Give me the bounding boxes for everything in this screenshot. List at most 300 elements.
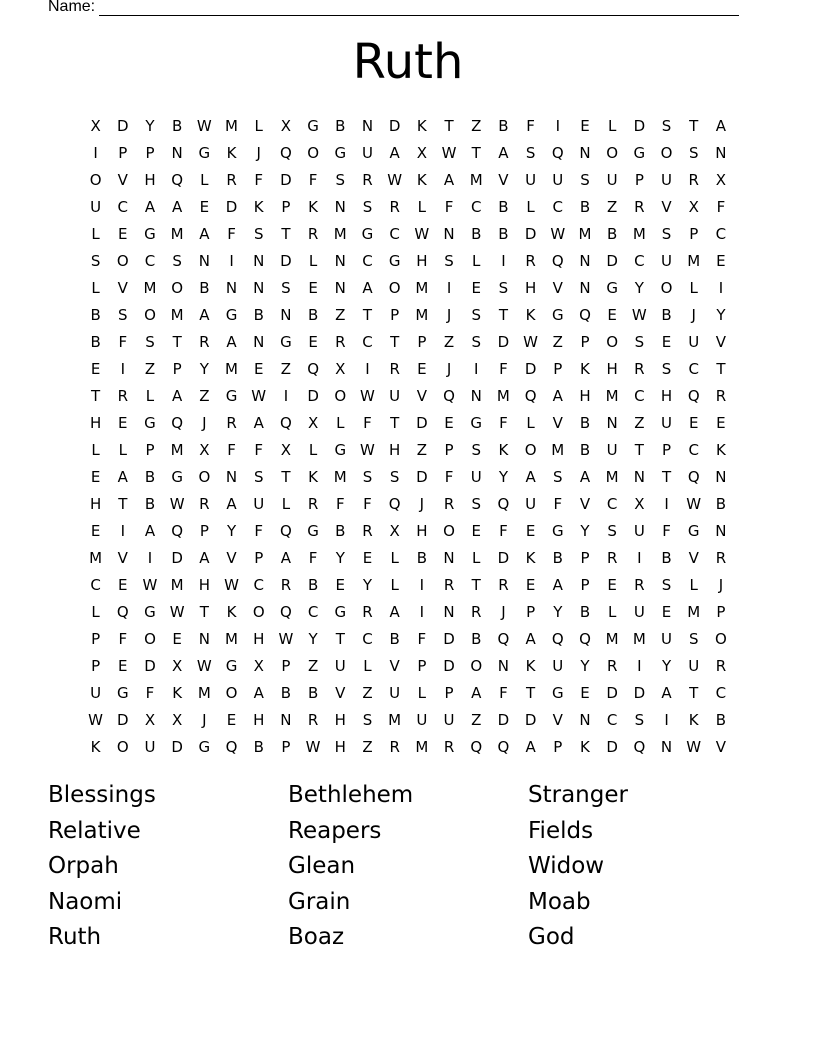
grid-letter: E [661, 602, 672, 621]
grid-letter: A [144, 197, 156, 216]
grid-letter: W [142, 575, 158, 594]
grid-letter: X [144, 710, 156, 729]
grid-letter: V [552, 278, 563, 297]
grid-letter: U [253, 494, 265, 513]
grid-letter: B [199, 278, 210, 297]
grid-letter: B [144, 467, 156, 486]
grid-letter: B [607, 224, 618, 243]
grid-letter: R [715, 386, 727, 405]
grid-letter: P [281, 737, 291, 756]
grid-letter: R [443, 737, 455, 756]
grid-row [82, 139, 735, 166]
grid-row [82, 112, 735, 139]
grid-letter: M [197, 683, 211, 702]
grid-letter: F [118, 629, 128, 648]
grid-letter: X [172, 656, 183, 675]
grid-letter: Q [280, 521, 292, 540]
grid-letter: X [715, 170, 727, 189]
grid-letter: U [525, 170, 537, 189]
word-list-item: Widow [528, 853, 605, 879]
grid-letter: A [579, 467, 591, 486]
grid-letter: Y [553, 602, 563, 621]
word-list-item: Stranger [528, 782, 628, 808]
grid-letter: E [362, 548, 373, 567]
grid-letter: N [470, 386, 482, 405]
grid-letter: I [474, 359, 479, 378]
grid-letter: D [416, 413, 428, 432]
word-list-item: Bethlehem [288, 782, 414, 808]
grid-letter: W [278, 629, 294, 648]
grid-letter: U [688, 332, 700, 351]
grid-letter: D [416, 467, 428, 486]
grid-letter: B [471, 629, 482, 648]
grid-letter: G [388, 251, 401, 270]
grid-letter: R [715, 548, 727, 567]
grid-letter: H [416, 251, 428, 270]
grid-letter: C [688, 359, 699, 378]
grid-letter: R [362, 170, 373, 189]
grid-letter: W [169, 494, 185, 513]
grid-letter: T [335, 629, 345, 648]
grid-letter: F [526, 116, 535, 135]
grid-letter: V [579, 494, 591, 513]
word-column-1 [48, 778, 156, 956]
grid-letter: D [606, 251, 618, 270]
grid-row [82, 436, 735, 463]
grid-letter: F [716, 197, 726, 216]
grid-letter: A [253, 683, 264, 702]
grid-letter: U [525, 494, 537, 513]
grid-letter: P [172, 359, 182, 378]
grid-letter: P [444, 440, 454, 459]
grid-letter: N [280, 305, 292, 324]
grid-letter: F [444, 467, 454, 486]
grid-letter: K [308, 467, 319, 486]
grid-letter: S [281, 278, 291, 297]
grid-letter: M [415, 737, 429, 756]
grid-letter: E [580, 116, 590, 135]
grid-letter: W [360, 440, 375, 459]
grid-letter: D [497, 548, 510, 567]
grid-letter: X [307, 413, 319, 432]
grid-letter: T [471, 143, 481, 162]
grid-letter: J [202, 710, 207, 729]
grid-letter: S [661, 575, 672, 594]
grid-letter: D [524, 359, 537, 378]
grid-letter: R [634, 575, 645, 594]
grid-letter: U [661, 170, 673, 189]
grid-letter: Q [551, 251, 564, 270]
grid-letter: N [334, 278, 346, 297]
grid-letter: R [362, 521, 373, 540]
grid-letter: M [170, 224, 184, 243]
grid-letter: O [116, 251, 129, 270]
grid-letter: T [444, 116, 454, 135]
grid-letter: C [552, 197, 564, 216]
grid-letter: D [606, 737, 618, 756]
grid-letter: G [144, 602, 156, 621]
grid-letter: N [443, 548, 455, 567]
grid-letter: W [441, 143, 457, 162]
grid-letter: R [525, 251, 536, 270]
grid-letter: A [280, 548, 292, 567]
grid-row [82, 490, 735, 517]
grid-letter: H [253, 710, 265, 729]
grid-letter: F [335, 494, 345, 513]
grid-letter: S [90, 251, 101, 270]
grid-letter: G [144, 224, 156, 243]
grid-letter: F [499, 683, 508, 702]
grid-letter: D [144, 656, 156, 675]
grid-letter: B [552, 548, 563, 567]
grid-letter: Q [579, 305, 591, 324]
grid-letter: R [498, 575, 509, 594]
grid-letter: T [526, 683, 536, 702]
grid-letter: R [443, 494, 455, 513]
word-list-item: Reapers [288, 817, 382, 844]
grid-letter: S [688, 143, 699, 162]
word-list-item: Glean [288, 853, 356, 879]
grid-letter: Z [634, 413, 645, 432]
grid-letter: W [196, 116, 212, 135]
grid-letter: E [580, 683, 590, 702]
grid-letter: A [144, 521, 156, 540]
grid-letter: S [172, 251, 182, 270]
grid-letter: C [362, 251, 373, 270]
grid-letter: L [689, 278, 698, 297]
grid-letter: B [280, 683, 292, 702]
grid-letter: Q [497, 737, 510, 756]
grid-letter: S [253, 224, 264, 243]
grid-row [82, 544, 735, 571]
grid-letter: E [172, 629, 182, 648]
grid-letter: S [362, 710, 373, 729]
grid-letter: W [224, 575, 239, 594]
grid-letter: X [199, 440, 210, 459]
grid-letter: R [335, 332, 346, 351]
grid-letter: S [688, 629, 699, 648]
grid-letter: O [198, 467, 211, 486]
grid-row [82, 733, 735, 760]
grid-letter: C [117, 197, 129, 216]
word-list-item: Naomi [48, 888, 123, 915]
grid-letter: A [525, 629, 536, 648]
grid-letter: T [390, 332, 400, 351]
grid-letter: Q [497, 629, 510, 648]
grid-letter: K [525, 656, 536, 675]
grid-letter: Z [280, 359, 292, 378]
grid-letter: L [91, 224, 100, 243]
grid-letter: T [281, 467, 291, 486]
grid-letter: T [281, 224, 291, 243]
grid-letter: P [118, 143, 128, 162]
grid-letter: Y [661, 656, 672, 675]
word-column-3 [528, 778, 628, 956]
grid-letter: C [606, 494, 618, 513]
grid-letter: S [145, 332, 155, 351]
grid-letter: I [664, 710, 669, 729]
grid-letter: Z [307, 656, 319, 675]
grid-letter: N [225, 278, 238, 297]
grid-letter: W [414, 224, 430, 243]
grid-letter: N [715, 467, 727, 486]
grid-letter: R [226, 413, 237, 432]
grid-letter: M [687, 602, 701, 621]
grid-letter: R [634, 359, 645, 378]
grid-letter: N [361, 116, 374, 135]
grid-letter: D [443, 629, 455, 648]
grid-letter: V [117, 170, 128, 189]
grid-letter: L [200, 170, 209, 189]
grid-letter: D [117, 710, 129, 729]
grid-letter: A [172, 386, 183, 405]
grid-letter: N [171, 143, 183, 162]
grid-letter: F [662, 521, 671, 540]
grid-letter: L [145, 386, 155, 405]
grid-letter: B [471, 224, 482, 243]
grid-letter: R [307, 494, 319, 513]
grid-row [82, 409, 735, 436]
grid-letter: Y [498, 467, 508, 486]
grid-letter: J [718, 575, 724, 594]
name-field [48, 0, 739, 16]
grid-letter: O [606, 332, 619, 351]
grid-letter: B [90, 305, 101, 324]
grid-letter: L [118, 440, 127, 459]
grid-row [82, 166, 735, 193]
grid-letter: I [718, 278, 724, 297]
grid-letter: A [525, 467, 536, 486]
grid-letter: A [389, 602, 400, 621]
grid-letter: E [661, 332, 672, 351]
grid-letter: M [632, 224, 646, 243]
grid-letter: K [308, 197, 319, 216]
grid-letter: G [171, 467, 183, 486]
grid-letter: L [472, 548, 481, 567]
grid-letter: X [335, 359, 346, 378]
grid-letter: E [525, 521, 536, 540]
grid-letter: I [120, 359, 125, 378]
grid-letter: E [118, 575, 128, 594]
grid-letter: S [553, 467, 563, 486]
word-list-item: Relative [48, 817, 141, 844]
grid-letter: Y [199, 359, 209, 378]
grid-row [82, 625, 735, 652]
grid-letter: A [172, 197, 183, 216]
grid-letter: M [496, 386, 510, 405]
page-title: Ruth [352, 34, 464, 90]
grid-letter: K [226, 602, 237, 621]
letter-grid [82, 112, 735, 760]
grid-letter: D [280, 170, 292, 189]
grid-letter: B [579, 413, 591, 432]
grid-letter: Q [687, 386, 700, 405]
grid-letter: N [579, 143, 591, 162]
grid-letter: P [553, 359, 563, 378]
grid-letter: Q [388, 494, 401, 513]
grid-row [82, 247, 735, 274]
grid-letter: R [307, 710, 319, 729]
grid-row [82, 517, 735, 544]
grid-letter: R [280, 575, 292, 594]
grid-letter: S [498, 278, 509, 297]
grid-letter: N [715, 143, 727, 162]
grid-letter: A [117, 467, 128, 486]
grid-letter: L [308, 440, 318, 459]
grid-letter: H [89, 413, 102, 432]
grid-letter: V [117, 278, 128, 297]
grid-letter: F [254, 170, 264, 189]
grid-letter: Z [199, 386, 210, 405]
grid-letter: N [198, 629, 210, 648]
grid-letter: L [607, 602, 617, 621]
grid-letter: V [715, 332, 727, 351]
grid-letter: F [227, 224, 236, 243]
grid-letter: O [715, 629, 727, 648]
grid-letter: P [281, 197, 291, 216]
grid-letter: Z [607, 197, 618, 216]
grid-letter: Y [308, 629, 318, 648]
grid-letter: P [145, 143, 155, 162]
grid-letter: I [229, 251, 234, 270]
grid-letter: Z [471, 710, 482, 729]
grid-letter: P [444, 683, 454, 702]
grid-letter: L [390, 575, 399, 594]
grid-letter: N [225, 467, 238, 486]
grid-letter: O [225, 683, 238, 702]
grid-letter: X [172, 710, 183, 729]
grid-letter: T [362, 305, 373, 324]
grid-letter: M [687, 251, 701, 270]
grid-letter: G [116, 683, 129, 702]
grid-letter: V [688, 548, 699, 567]
grid-letter: G [307, 521, 319, 540]
grid-letter: V [552, 710, 563, 729]
grid-letter: L [526, 197, 535, 216]
grid-letter: R [199, 332, 210, 351]
grid-letter: X [253, 656, 264, 675]
grid-letter: A [498, 143, 509, 162]
grid-letter: N [334, 251, 346, 270]
grid-letter: D [280, 251, 292, 270]
grid-letter: U [606, 440, 618, 459]
grid-letter: G [225, 305, 238, 324]
grid-letter: Y [580, 521, 590, 540]
grid-letter: A [362, 278, 373, 297]
grid-letter: D [443, 656, 455, 675]
grid-letter: C [470, 197, 482, 216]
grid-row [82, 598, 735, 625]
grid-letter: N [334, 197, 346, 216]
grid-letter: W [360, 386, 375, 405]
grid-letter: P [553, 737, 563, 756]
grid-letter: E [335, 575, 346, 594]
grid-letter: T [172, 332, 182, 351]
grid-letter: Q [551, 629, 564, 648]
grid-letter: L [390, 548, 399, 567]
grid-letter: B [307, 683, 319, 702]
grid-letter: R [199, 494, 210, 513]
grid-letter: S [471, 305, 481, 324]
grid-letter: I [637, 656, 642, 675]
grid-letter: M [551, 440, 565, 459]
grid-letter: W [631, 305, 647, 324]
grid-letter: B [661, 548, 672, 567]
grid-letter: W [88, 710, 104, 729]
grid-letter: P [689, 224, 699, 243]
grid-letter: K [580, 359, 590, 378]
grid-letter: G [551, 521, 564, 540]
grid-letter: C [688, 440, 699, 459]
grid-letter: S [471, 332, 481, 351]
grid-letter: U [661, 413, 673, 432]
grid-letter: R [389, 737, 400, 756]
grid-letter: R [443, 575, 455, 594]
grid-letter: O [89, 170, 102, 189]
name-line [99, 1, 739, 16]
grid-letter: A [525, 737, 536, 756]
grid-letter: U [470, 467, 482, 486]
grid-letter: F [254, 440, 264, 459]
grid-letter: C [715, 224, 727, 243]
grid-letter: N [715, 521, 727, 540]
grid-letter: B [579, 440, 591, 459]
grid-letter: S [389, 467, 400, 486]
grid-letter: Q [171, 413, 184, 432]
grid-letter: K [172, 683, 183, 702]
grid-letter: S [362, 467, 373, 486]
grid-letter: D [633, 116, 646, 135]
grid-letter: E [607, 575, 617, 594]
grid-letter: S [525, 143, 536, 162]
grid-letter: Z [416, 440, 427, 459]
grid-letter: M [415, 278, 429, 297]
grid-letter: I [93, 143, 98, 162]
grid-letter: M [605, 386, 619, 405]
grid-letter: D [171, 737, 183, 756]
grid-letter: E [308, 278, 318, 297]
grid-letter: C [307, 602, 319, 621]
grid-letter: L [417, 197, 427, 216]
grid-letter: R [606, 656, 618, 675]
grid-letter: D [633, 683, 646, 702]
grid-letter: M [225, 629, 238, 648]
grid-row [82, 571, 735, 598]
grid-letter: Y [226, 521, 237, 540]
grid-letter: H [579, 386, 591, 405]
grid-row [82, 463, 735, 490]
grid-letter: L [336, 413, 345, 432]
grid-letter: P [580, 575, 590, 594]
grid-letter: T [199, 602, 209, 621]
grid-letter: D [171, 548, 183, 567]
grid-letter: Y [580, 656, 590, 675]
grid-letter: V [335, 683, 346, 702]
grid-letter: D [497, 710, 510, 729]
grid-letter: S [661, 224, 672, 243]
grid-letter: L [91, 278, 100, 297]
grid-letter: Q [116, 602, 129, 621]
grid-letter: L [689, 575, 698, 594]
grid-letter: Q [280, 602, 292, 621]
grid-letter: M [388, 710, 402, 729]
grid-letter: H [606, 359, 618, 378]
grid-letter: A [389, 143, 400, 162]
grid-letter: L [91, 602, 100, 621]
grid-letter: J [501, 602, 506, 621]
grid-letter: B [253, 305, 264, 324]
grid-letter: O [252, 602, 265, 621]
